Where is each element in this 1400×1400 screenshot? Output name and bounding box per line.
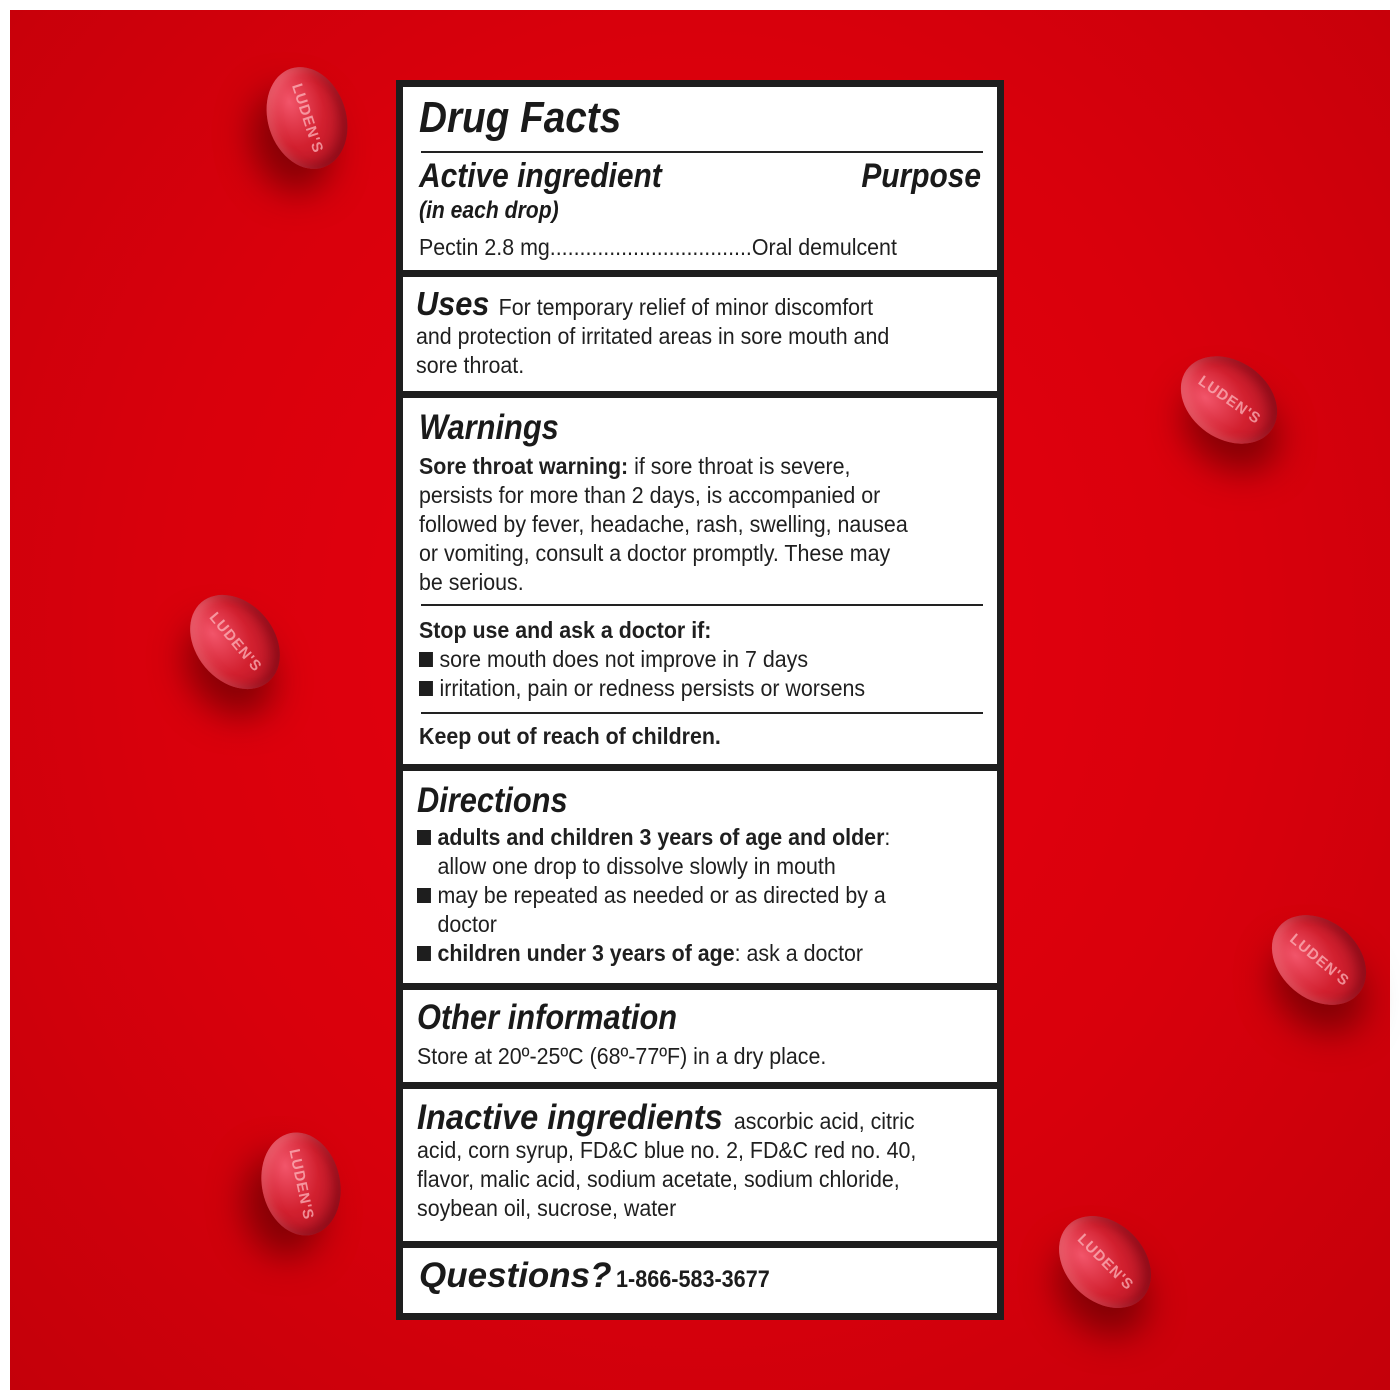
direction-text: : ask a doctor bbox=[734, 940, 864, 966]
warning-text: or vomiting, consult a doctor promptly. These may bbox=[419, 540, 891, 566]
uses-text: For temporary relief of minor discomfort bbox=[498, 294, 874, 320]
stop-use-item: irritation, pain or redness persists or worsens bbox=[439, 675, 866, 701]
direction-bold: children under 3 years of age bbox=[437, 940, 735, 966]
uses-heading: Uses bbox=[416, 285, 490, 322]
active-ingredient-heading: Active ingredient bbox=[419, 157, 662, 195]
direction-text: allow one drop to dissolve slowly in mouth bbox=[437, 853, 836, 879]
direction-text: doctor bbox=[437, 911, 497, 937]
inactive-ingredients-text: soybean oil, sucrose, water bbox=[417, 1195, 677, 1221]
list-item bbox=[417, 939, 1012, 968]
divider bbox=[421, 151, 983, 153]
active-ingredient-sub: (in each drop) bbox=[419, 197, 559, 224]
drug-facts-panel bbox=[396, 80, 1004, 1320]
warning-text: be serious. bbox=[419, 569, 524, 595]
uses-text: and protection of irritated areas in sore mouth and bbox=[416, 323, 890, 349]
questions-section bbox=[403, 1248, 997, 1313]
list-item bbox=[419, 674, 1014, 703]
keep-out-warning: Keep out of reach of children. bbox=[419, 723, 721, 749]
ingredient-purpose: Oral demulcent bbox=[751, 234, 897, 260]
other-information-section bbox=[403, 990, 997, 1082]
inactive-ingredients-text: ascorbic acid, citric bbox=[733, 1108, 915, 1134]
divider bbox=[421, 712, 983, 714]
warning-text: if sore throat is severe, bbox=[634, 453, 851, 479]
direction-text: may be repeated as needed or as directed by a bbox=[437, 882, 886, 908]
list-item bbox=[417, 823, 1012, 852]
drug-facts-section bbox=[403, 87, 997, 270]
inactive-ingredients-text: acid, corn syrup, FD&C blue no. 2, FD&C red no. 40, bbox=[417, 1137, 917, 1163]
cough-drop-brand: LUDEN'S bbox=[1194, 372, 1264, 428]
bullet-square-icon bbox=[417, 888, 431, 903]
directions-heading: Directions bbox=[417, 781, 568, 820]
cough-drop-brand: LUDEN'S bbox=[285, 1146, 317, 1222]
bullet-square-icon bbox=[419, 652, 433, 667]
uses-section bbox=[403, 277, 997, 391]
bullet-square-icon bbox=[417, 830, 431, 845]
uses-text: sore throat. bbox=[416, 352, 525, 378]
questions-phone: 1-866-583-3677 bbox=[615, 1266, 770, 1293]
inactive-ingredients-heading: Inactive ingredients bbox=[417, 1098, 723, 1137]
inactive-ingredients-section bbox=[403, 1089, 997, 1241]
list-item bbox=[417, 881, 1012, 910]
warning-text: followed by fever, headache, rash, swelling, nausea bbox=[419, 511, 908, 537]
ingredient-name: Pectin 2.8 mg bbox=[419, 234, 550, 260]
cough-drop-brand: LUDEN'S bbox=[287, 81, 327, 155]
warning-text: persists for more than 2 days, is accompanied or bbox=[419, 482, 881, 508]
dot-leader: .................................. bbox=[549, 234, 752, 260]
inactive-ingredients-text: flavor, malic acid, sodium acetate, sodium chloride, bbox=[417, 1166, 900, 1192]
warnings-heading: Warnings bbox=[419, 408, 559, 447]
stop-use-heading: Stop use and ask a doctor if: bbox=[419, 617, 712, 643]
direction-text: : bbox=[884, 824, 891, 850]
bullet-square-icon bbox=[417, 946, 431, 961]
directions-section bbox=[403, 771, 997, 983]
sore-throat-label: Sore throat warning: bbox=[419, 453, 629, 479]
drug-facts-title: Drug Facts bbox=[419, 93, 622, 142]
questions-heading: Questions? bbox=[419, 1256, 612, 1295]
other-information-text: Store at 20º-25ºC (68º-77ºF) in a dry place. bbox=[417, 1043, 827, 1069]
bullet-square-icon bbox=[419, 681, 433, 696]
stop-use-item: sore mouth does not improve in 7 days bbox=[439, 646, 809, 672]
purpose-heading: Purpose bbox=[861, 157, 981, 195]
direction-bold: adults and children 3 years of age and older bbox=[437, 824, 885, 850]
divider bbox=[421, 604, 983, 606]
warnings-section bbox=[403, 398, 997, 764]
list-item bbox=[419, 645, 1014, 674]
cough-drop-brand: LUDEN'S bbox=[1073, 1230, 1137, 1294]
other-information-heading: Other information bbox=[417, 998, 678, 1037]
cough-drop-brand: LUDEN'S bbox=[1285, 930, 1353, 990]
cough-drop-brand: LUDEN'S bbox=[205, 608, 265, 676]
